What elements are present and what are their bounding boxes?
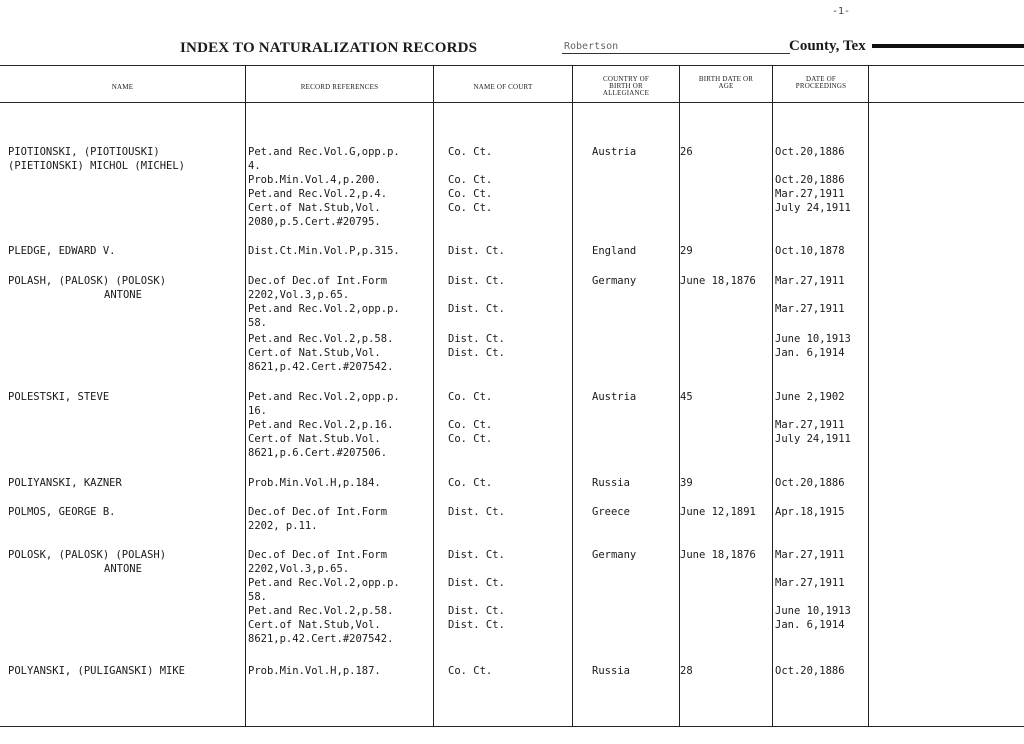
record-name: POLESTSKI, STEVE bbox=[8, 391, 110, 403]
record-reference: 8621,p.6.Cert.#207506. bbox=[248, 447, 388, 459]
proceeding-date: Jan. 6,1914 bbox=[775, 347, 845, 359]
record-reference: Cert.of Nat.Stub,Vol. bbox=[248, 347, 381, 359]
proceeding-date: Mar.27,1911 bbox=[775, 303, 845, 315]
record-reference: 8621,p.42.Cert.#207542. bbox=[248, 361, 394, 373]
record-reference: Cert.of Nat.Stub,Vol. bbox=[248, 619, 381, 631]
page-title: INDEX TO NATURALIZATION RECORDS bbox=[180, 40, 478, 56]
proceeding-date: Oct.20,1886 bbox=[775, 146, 845, 158]
record-reference: Dist.Ct.Min.Vol.P,p.315. bbox=[248, 245, 400, 257]
country-of-birth: England bbox=[592, 245, 637, 257]
birth-date-or-age: June 18,1876 bbox=[680, 549, 756, 561]
header-rule bbox=[872, 44, 1024, 48]
page-number: -1- bbox=[832, 6, 851, 17]
country-of-birth: Greece bbox=[592, 506, 630, 518]
court-name: Co. Ct. bbox=[448, 146, 493, 158]
court-name: Co. Ct. bbox=[448, 477, 493, 489]
record-reference: Cert.of Nat.Stub.Vol. bbox=[248, 433, 381, 445]
birth-date-or-age: 26 bbox=[680, 146, 693, 158]
record-reference: Prob.Min.Vol.H,p.184. bbox=[248, 477, 381, 489]
record-name: POLYANSKI, (PULIGANSKI) MIKE bbox=[8, 665, 186, 677]
country-of-birth: Germany bbox=[592, 549, 637, 561]
court-name: Dist. Ct. bbox=[448, 619, 505, 631]
record-reference: 2080,p.5.Cert.#20795. bbox=[248, 216, 381, 228]
birth-date-or-age: 39 bbox=[680, 477, 693, 489]
court-name: Dist. Ct. bbox=[448, 303, 505, 315]
record-reference: Pet.and Rec.Vol.2,p.58. bbox=[248, 605, 394, 617]
record-reference: Pet.and Rec.Vol.2,p.4. bbox=[248, 188, 388, 200]
record-reference: 4. bbox=[248, 160, 261, 172]
proceeding-date: Oct.20,1886 bbox=[775, 477, 845, 489]
record-reference: Pet.and Rec.Vol.2,opp.p. bbox=[248, 391, 400, 403]
proceeding-date: Mar.27,1911 bbox=[775, 549, 845, 561]
record-name: PIOTIONSKI, (PIOTIOUSKI) bbox=[8, 146, 160, 158]
record-reference: Pet.and Rec.Vol.2,p.58. bbox=[248, 333, 394, 345]
record-reference: 58. bbox=[248, 591, 267, 603]
country-of-birth: Austria bbox=[592, 391, 637, 403]
table-top-border bbox=[0, 65, 1024, 66]
court-name: Dist. Ct. bbox=[448, 275, 505, 287]
proceeding-date: Mar.27,1911 bbox=[775, 275, 845, 287]
proceeding-date: July 24,1911 bbox=[775, 202, 851, 214]
country-of-birth: Austria bbox=[592, 146, 637, 158]
court-name: Dist. Ct. bbox=[448, 506, 505, 518]
record-reference: Pet.and Rec.Vol.2,p.16. bbox=[248, 419, 394, 431]
birth-date-or-age: 29 bbox=[680, 245, 693, 257]
proceeding-date: Jan. 6,1914 bbox=[775, 619, 845, 631]
column-header-name-of-court: NAME OF COURT bbox=[473, 83, 533, 91]
column-divider bbox=[433, 65, 434, 726]
table-bottom-border bbox=[0, 726, 1024, 727]
column-header-name: NAME bbox=[111, 83, 134, 91]
record-reference: 8621,p.42.Cert.#207542. bbox=[248, 633, 394, 645]
birth-date-or-age: June 18,1876 bbox=[680, 275, 756, 287]
record-name: (PIETIONSKI) MICHOL (MICHEL) bbox=[8, 160, 186, 172]
column-divider bbox=[772, 65, 773, 726]
court-name: Co. Ct. bbox=[448, 665, 493, 677]
record-reference: Dec.of Dec.of Int.Form bbox=[248, 549, 388, 561]
column-header-record-references: RECORD REFERENCES bbox=[300, 83, 379, 91]
court-name: Co. Ct. bbox=[448, 174, 493, 186]
court-name: Dist. Ct. bbox=[448, 577, 505, 589]
record-name: POLMOS, GEORGE B. bbox=[8, 506, 116, 518]
header-bottom-border bbox=[0, 102, 1024, 103]
court-name: Co. Ct. bbox=[448, 419, 493, 431]
record-reference: Pet.and Rec.Vol.2,opp.p. bbox=[248, 303, 400, 315]
column-header-date-of-proceedings: DATE OF PROCEEDINGS bbox=[795, 75, 847, 90]
birth-date-or-age: 45 bbox=[680, 391, 693, 403]
proceeding-date: July 24,1911 bbox=[775, 433, 851, 445]
country-of-birth: Russia bbox=[592, 477, 630, 489]
record-reference: Prob.Min.Vol.4,p.200. bbox=[248, 174, 381, 186]
proceeding-date: June 10,1913 bbox=[775, 605, 851, 617]
court-name: Dist. Ct. bbox=[448, 245, 505, 257]
record-reference: Dec.of Dec.of Int.Form bbox=[248, 275, 388, 287]
record-reference: Dec.of Dec.of Int.Form bbox=[248, 506, 388, 518]
record-name: ANTONE bbox=[104, 563, 142, 575]
column-header-birth: BIRTH DATE OR AGE bbox=[698, 75, 754, 90]
court-name: Co. Ct. bbox=[448, 391, 493, 403]
birth-date-or-age: June 12,1891 bbox=[680, 506, 756, 518]
column-header-country: COUNTRY OF BIRTH OR ALLEGIANCE bbox=[602, 75, 650, 97]
court-name: Co. Ct. bbox=[448, 202, 493, 214]
court-name: Dist. Ct. bbox=[448, 347, 505, 359]
proceeding-date: Mar.27,1911 bbox=[775, 419, 845, 431]
proceeding-date: Oct.20,1886 bbox=[775, 665, 845, 677]
proceeding-date: June 10,1913 bbox=[775, 333, 851, 345]
column-divider bbox=[868, 65, 869, 726]
record-name: ANTONE bbox=[104, 289, 142, 301]
record-reference: Prob.Min.Vol.H,p.187. bbox=[248, 665, 381, 677]
court-name: Co. Ct. bbox=[448, 188, 493, 200]
court-name: Dist. Ct. bbox=[448, 605, 505, 617]
record-name: POLOSK, (PALOSK) (POLASH) bbox=[8, 549, 167, 561]
column-divider bbox=[245, 65, 246, 726]
record-name: POLASH, (PALOSK) (POLOSK) bbox=[8, 275, 167, 287]
record-name: POLIYANSKI, KAZNER bbox=[8, 477, 122, 489]
column-divider bbox=[572, 65, 573, 726]
record-name: PLEDGE, EDWARD V. bbox=[8, 245, 116, 257]
court-name: Dist. Ct. bbox=[448, 333, 505, 345]
proceeding-date: Oct.10,1878 bbox=[775, 245, 845, 257]
record-reference: Pet.and Rec.Vol.2,opp.p. bbox=[248, 577, 400, 589]
proceeding-date: Mar.27,1911 bbox=[775, 577, 845, 589]
record-reference: 58. bbox=[248, 317, 267, 329]
proceeding-date: Apr.18,1915 bbox=[775, 506, 845, 518]
court-name: Co. Ct. bbox=[448, 433, 493, 445]
record-reference: Cert.of Nat.Stub,Vol. bbox=[248, 202, 381, 214]
record-reference: 2202,Vol.3,p.65. bbox=[248, 563, 350, 575]
county-label: County, Tex bbox=[789, 38, 866, 54]
country-of-birth: Russia bbox=[592, 665, 630, 677]
country-of-birth: Germany bbox=[592, 275, 637, 287]
record-reference: Pet.and Rec.Vol.G,opp.p. bbox=[248, 146, 400, 158]
record-reference: 2202, p.11. bbox=[248, 520, 318, 532]
birth-date-or-age: 28 bbox=[680, 665, 693, 677]
county-name: Robertson bbox=[562, 40, 790, 54]
record-reference: 16. bbox=[248, 405, 267, 417]
court-name: Dist. Ct. bbox=[448, 549, 505, 561]
record-reference: 2202,Vol.3,p.65. bbox=[248, 289, 350, 301]
proceeding-date: Oct.20,1886 bbox=[775, 174, 845, 186]
proceeding-date: Mar.27,1911 bbox=[775, 188, 845, 200]
proceeding-date: June 2,1902 bbox=[775, 391, 845, 403]
